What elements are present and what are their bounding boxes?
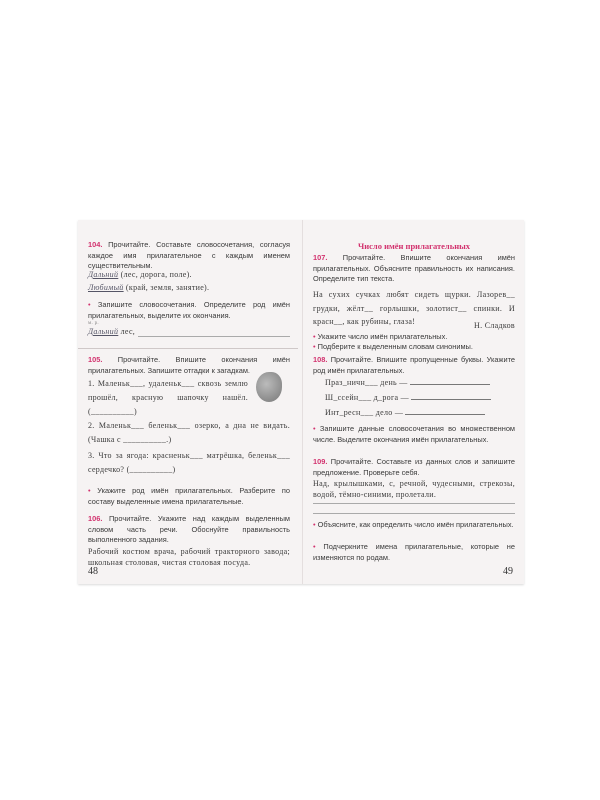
exercise-number: 104. <box>88 240 103 249</box>
exercise-107-instructions <box>313 253 515 285</box>
exercise-109-bullet-2: • Подчеркните имена прилагательные, которые не изменяются по родам. <box>313 542 515 562</box>
answer-blank[interactable] <box>411 392 491 400</box>
right-page <box>302 220 523 584</box>
item-text: Праз_ничн___ день — <box>325 378 408 387</box>
section-title: Число имён прилагательных <box>358 241 470 251</box>
exercise-108-item <box>325 392 515 404</box>
exercise-106-instructions <box>88 514 290 546</box>
exercise-109-bullet-1: • Объясните, как определить число имён прилагательных. <box>313 520 514 529</box>
item-text: Инт_ресн___ дело — <box>325 408 404 417</box>
gender-note: м. р. <box>88 321 99 326</box>
item-text: Ш_ссейн___ д_рога — <box>325 393 409 402</box>
handwritten-word: Любимый <box>88 283 124 292</box>
answer-line[interactable] <box>313 513 515 514</box>
exercise-109-instructions <box>313 457 515 478</box>
bullet-text: Укажите род имён прилагательных. Разберите по составу выделенные имена прилагательные. <box>88 486 290 506</box>
words: (край, земля, занятие). <box>125 283 210 292</box>
exercise-number: 107. <box>313 253 328 262</box>
bullet-text: Запишите словосочетания. Определите род имён прилагательных, выделите их окончания. <box>88 300 290 320</box>
handwritten-word: Дальний <box>88 327 119 336</box>
exercise-108-item <box>325 377 515 389</box>
exercise-number: 108. <box>313 355 328 364</box>
mushroom-illustration <box>256 372 282 402</box>
answer-line[interactable] <box>313 503 515 504</box>
answer-line[interactable] <box>138 336 290 337</box>
exercise-107-bullet-2: • Подберите к выделенным словам синонимы. <box>313 342 473 351</box>
exercise-104-line1 <box>88 270 290 281</box>
instruction-text: Прочитайте. Составьте словосочетания, согласуя каждое имя прилагательное с каждым именем существительным. <box>88 240 290 271</box>
riddle-2: 2. Маленьк___ беленьк___ озерко, а дна не видать. (Чашка с __________.) <box>88 421 290 444</box>
handwritten-word: Дальний <box>88 270 119 279</box>
exercise-number: 109. <box>313 457 328 466</box>
exercise-109-text: Над, крылышками, с, речной, чудесными, стрекозы, водой, тёмно-синими, пролетали. <box>313 479 515 499</box>
words: (лес, дорога, поле). <box>120 270 192 279</box>
exercise-104-bullet: • Запишите словосочетания. Определите род имён прилагательных, выделите их окончания. <box>88 300 290 320</box>
left-page <box>78 220 298 584</box>
exercise-108-item <box>325 407 515 419</box>
workbook-spread <box>78 220 524 584</box>
instruction-text: Прочитайте. Укажите над каждым выделенным словом часть речи. Обоснуйте правильность выполненного задания. <box>88 514 290 545</box>
answer-blank[interactable] <box>405 407 485 415</box>
exercise-107-text: На сухих сучках любят сидеть щурки. Лазорев__ грудки, жёлт__ горлышки, золотист__ спинки. И красн__, как рубины, глаза! <box>313 290 515 326</box>
riddle-1: 1. Маленьк___, удаленьк___ сквозь землю прошёл, красную шапочку нашёл. (__________) <box>88 379 248 416</box>
bullet-text: Объясните, как определить число имён прилагательных. <box>317 520 514 529</box>
instruction-text: Прочитайте. Впишите пропущенные буквы. Укажите род имён прилагательных. <box>313 355 515 375</box>
instruction-text: Прочитайте. Впишите окончания имён прилагательных. Запишите отгадки к загадкам. <box>88 355 290 375</box>
divider <box>78 348 298 349</box>
words: лес, <box>120 327 136 336</box>
exercise-104-instructions <box>88 240 290 272</box>
author: Н. Сладков <box>474 321 515 330</box>
exercise-108-instructions <box>313 355 515 376</box>
page-number: 49 <box>503 566 513 578</box>
exercise-108-bullet: • Запишите данные словосочетания во множественном числе. Выделите окончания имён прилагательных. <box>313 424 516 444</box>
bullet-text: Запишите данные словосочетания во множественном числе. Выделите окончания имён прилагательных. <box>313 424 516 444</box>
exercise-106-text: Рабочий костюм врача, рабочий тракторного завода; школьная столовая, чистая столовая посуда. <box>88 547 290 567</box>
instruction-text: Прочитайте. Впишите окончания имён прилагательных. Объясните правильность их написания. Определите тип текста. <box>313 253 515 284</box>
answer-blank[interactable] <box>410 377 490 385</box>
exercise-104-line2 <box>88 283 290 294</box>
page-number: 48 <box>88 566 98 578</box>
bullet-text: Укажите число имён прилагательных. <box>317 332 448 341</box>
exercise-105-instructions <box>88 355 290 376</box>
exercise-107-bullet-1: • Укажите число имён прилагательных. <box>313 332 448 341</box>
exercise-number: 105. <box>88 355 103 364</box>
bullet-text: Подчеркните имена прилагательные, которые не изменяются по родам. <box>313 542 515 562</box>
instruction-text: Прочитайте. Составьте из данных слов и запишите предложение. Проверьте себя. <box>313 457 515 477</box>
bullet-text: Подберите к выделенным словам синонимы. <box>317 342 473 351</box>
riddle-3: 3. Что за ягода: красненьк___ матрёшка, беленьк___ сердечко? (__________) <box>88 451 290 474</box>
exercise-number: 106. <box>88 514 103 523</box>
exercise-105-bullet: • Укажите род имён прилагательных. Разберите по составу выделенные имена прилагательные. <box>88 486 290 506</box>
